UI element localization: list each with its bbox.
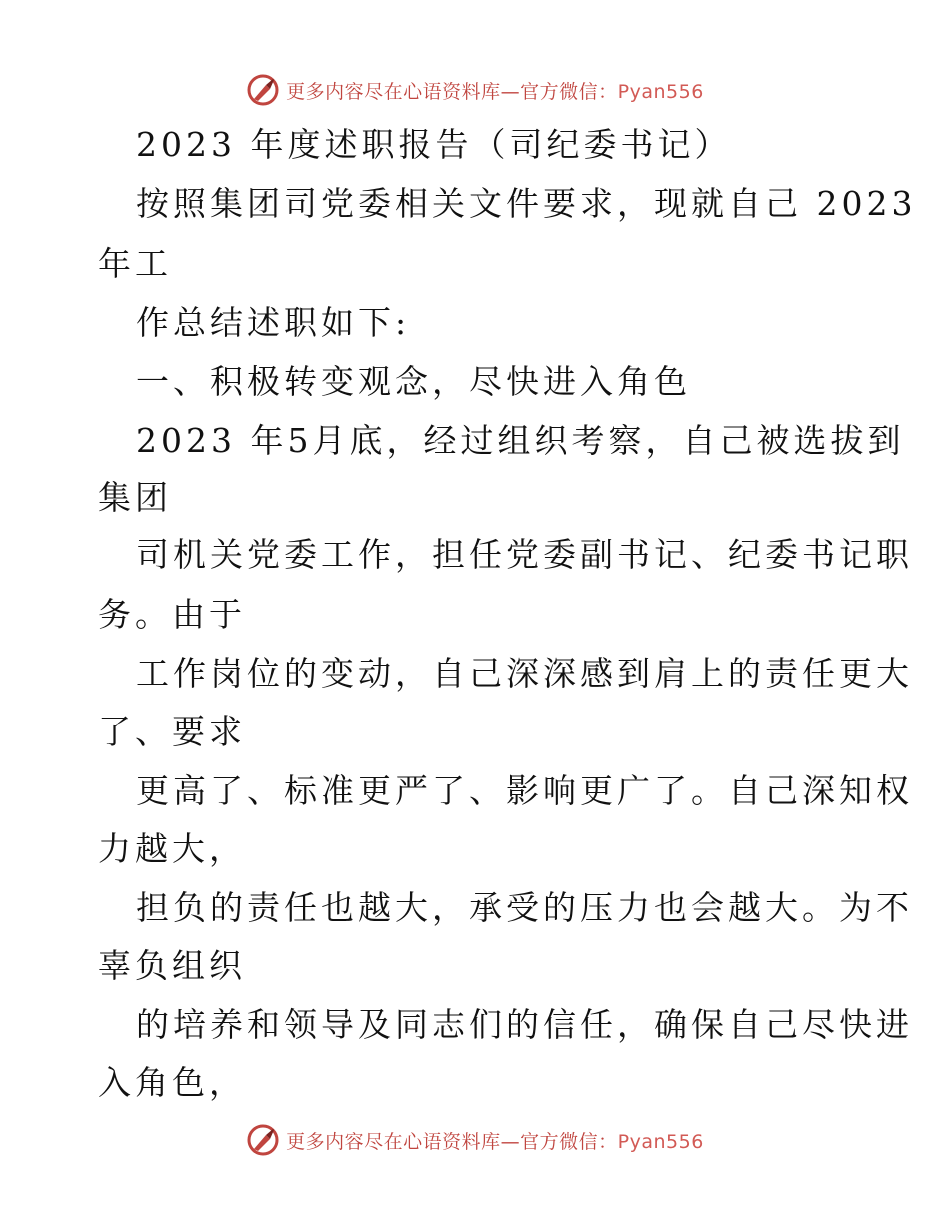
paragraph-line: 务。由于: [98, 595, 246, 634]
paragraph-line: 的培养和领导及同志们的信任，确保自己尽快进: [136, 1005, 913, 1044]
pen-nib-logo-icon: [246, 73, 280, 107]
header-wechat-id: Pyan556: [617, 80, 704, 103]
header-watermark-banner: [0, 70, 950, 110]
paragraph-line: 集团: [98, 478, 172, 517]
paragraph-line: 了、要求: [98, 712, 246, 751]
paragraph-line: 辜负组织: [98, 946, 246, 985]
paragraph-line: 更高了、标准更严了、影响更广了。自己深知权: [136, 771, 913, 810]
section-heading: 一、积极转变观念，尽快进入角色: [136, 362, 691, 401]
paragraph-line: 入角色，: [98, 1063, 246, 1102]
paragraph-line: 担负的责任也越大，承受的压力也会越大。为不: [136, 888, 913, 927]
paragraph-line: 按照集团司党委相关文件要求，现就自己 2023: [136, 184, 917, 223]
paragraph-line: 司机关党委工作，担任党委副书记、纪委书记职: [136, 535, 913, 574]
footer-wechat-id: Pyan556: [617, 1130, 704, 1153]
footer-banner-text: [286, 1127, 704, 1154]
paragraph-line: 2023 年5月底，经过组织考察，自己被选拔到: [136, 421, 905, 460]
footer-watermark-banner: [0, 1120, 950, 1160]
paragraph-line: 工作岗位的变动，自己深深感到肩上的责任更大: [136, 654, 913, 693]
pen-nib-logo-icon: [246, 1123, 280, 1157]
header-banner-label: 更多内容尽在心语资料库—官方微信：: [286, 80, 618, 103]
paragraph-line: 作总结述职如下:: [136, 303, 411, 342]
paragraph-line: 年工: [98, 244, 172, 283]
paragraph-line: 力越大，: [98, 829, 246, 868]
header-banner-text: [286, 77, 704, 104]
footer-banner-label: 更多内容尽在心语资料库—官方微信：: [286, 1130, 618, 1153]
document-title: 2023 年度述职报告（司纪委书记）: [136, 125, 732, 164]
